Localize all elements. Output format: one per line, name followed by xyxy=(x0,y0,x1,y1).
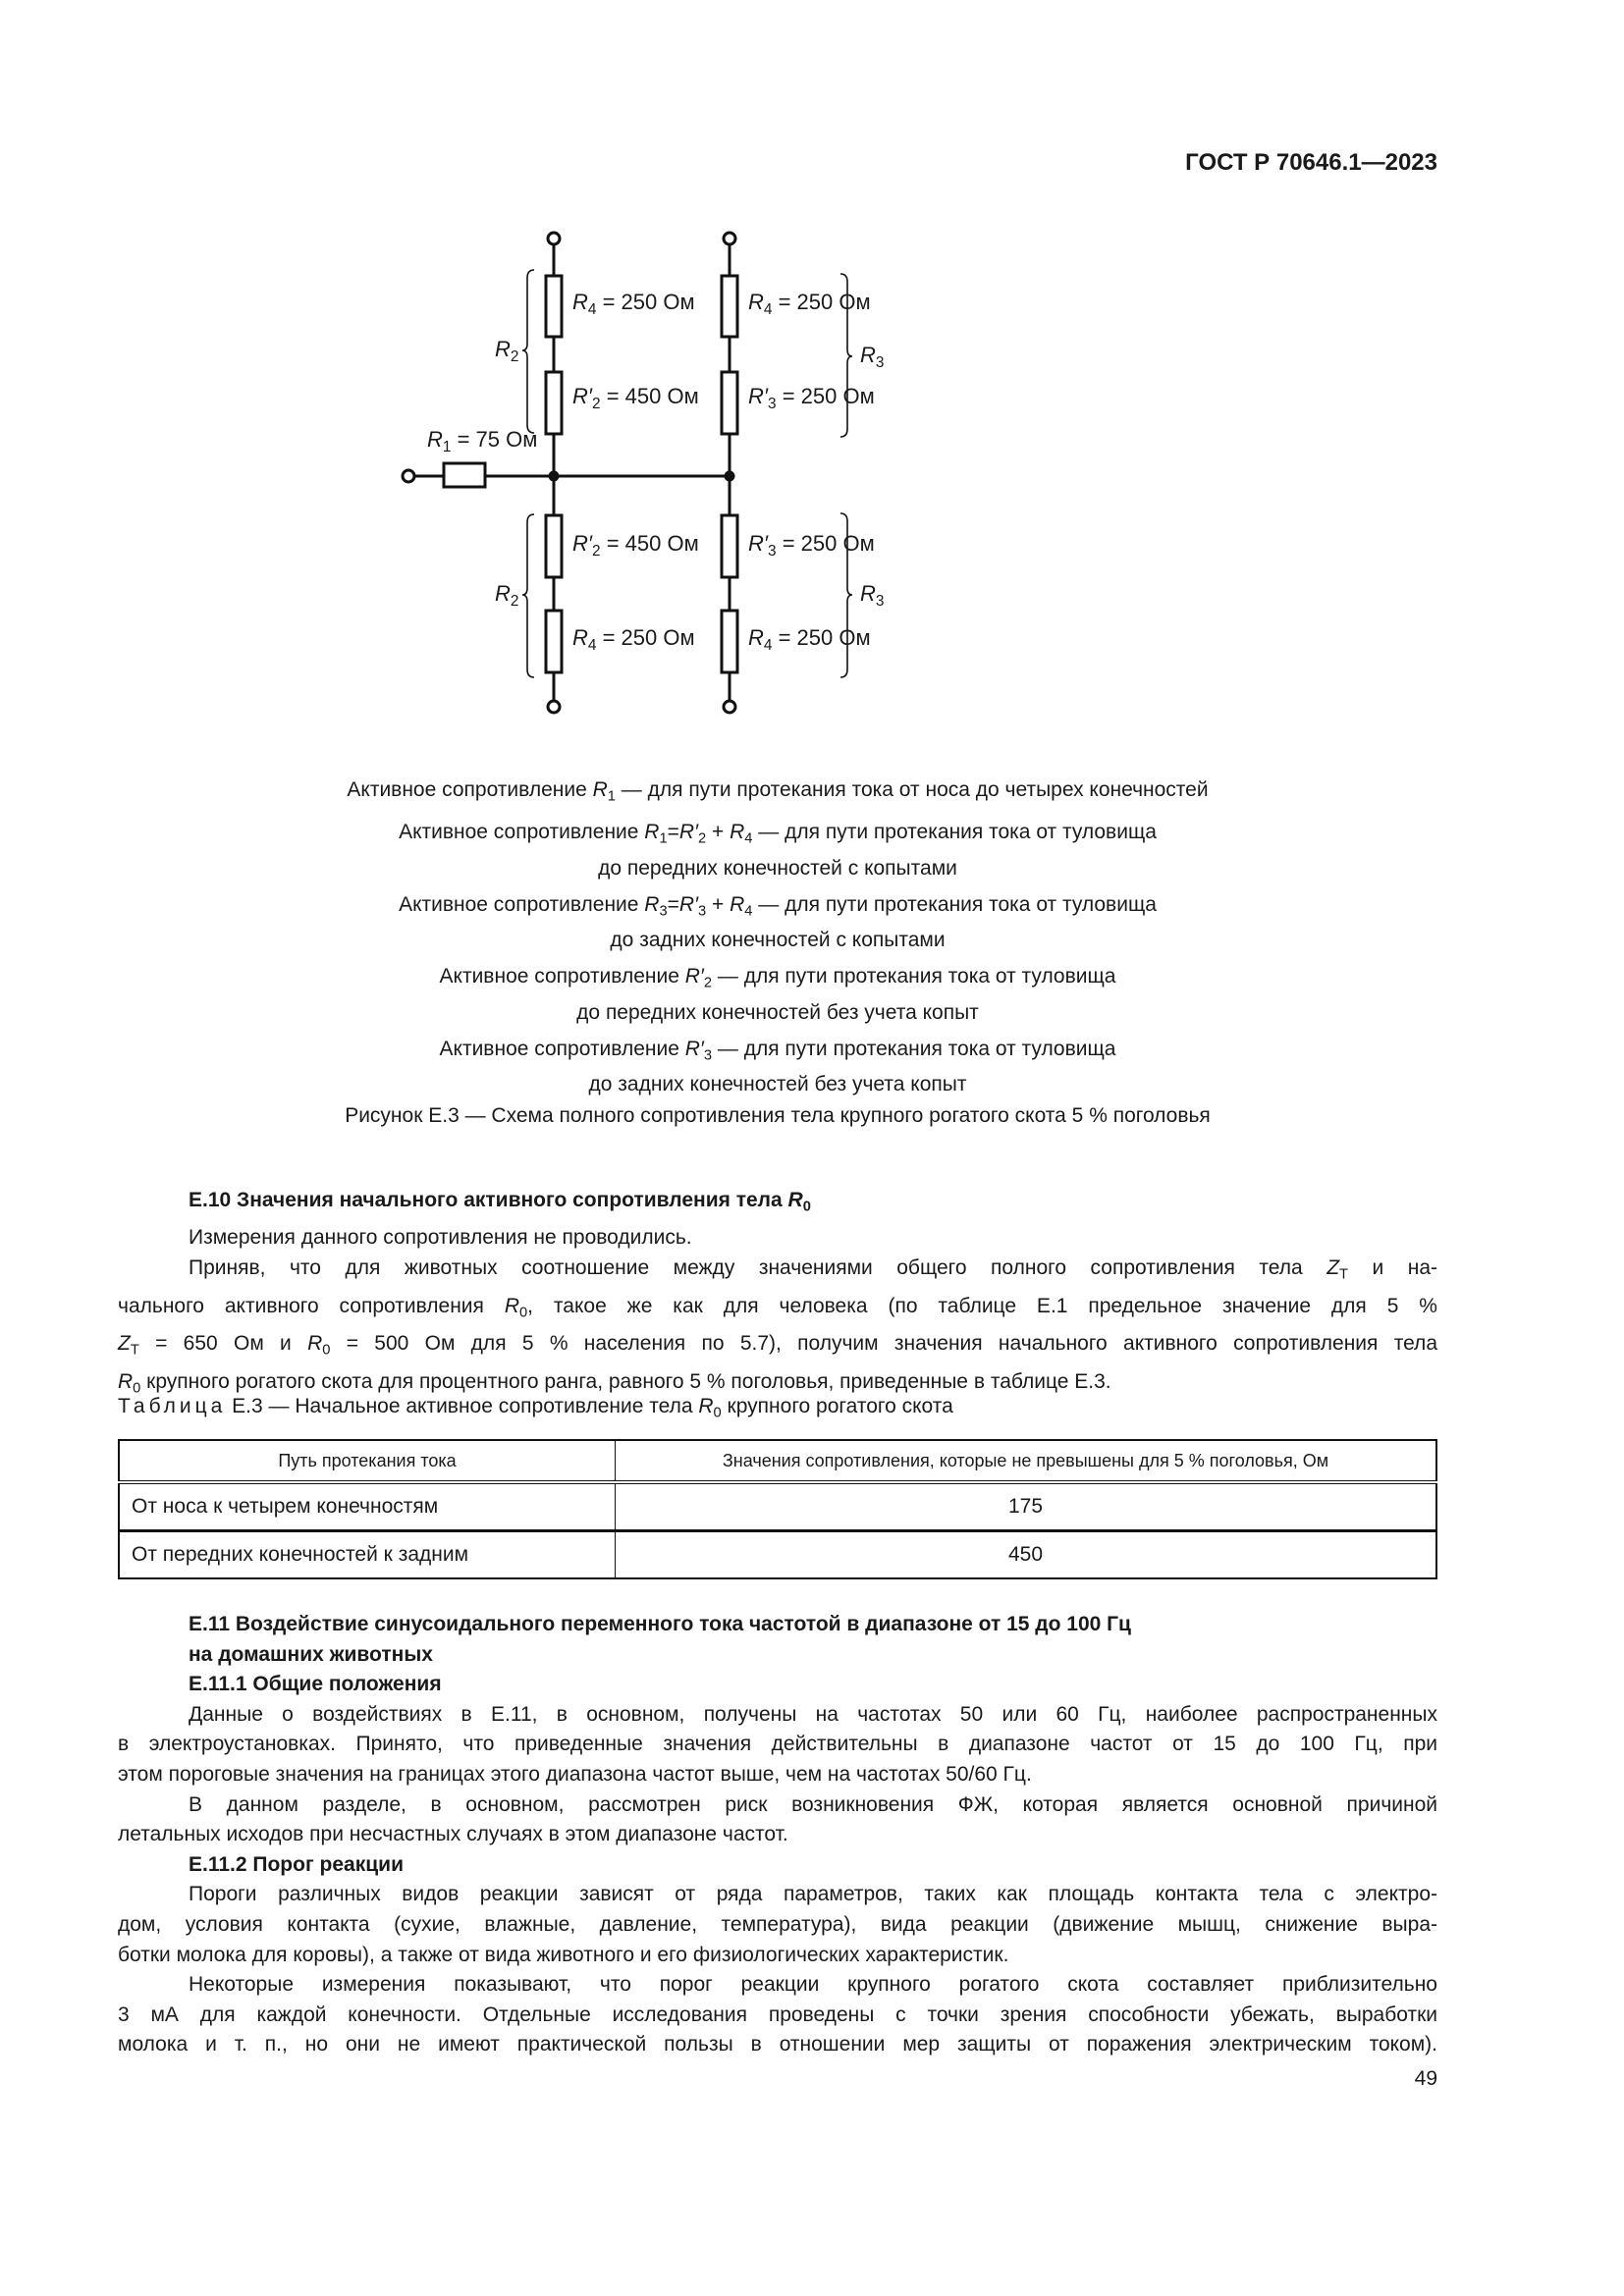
math-variable: $R_3$ xyxy=(860,581,885,610)
math-variable: $R_1$ xyxy=(592,778,616,805)
text-line: Приняв, что для животных соотношение между значениями общего полного сопротивления тела $Z_T$ и на- xyxy=(189,1256,1438,1283)
legend-line: до задних конечностей без учета копыт xyxy=(588,1073,967,1096)
math-variable: $R'_2$ xyxy=(678,821,707,847)
text-line: на домашних животных xyxy=(189,1642,433,1666)
terminal-right-top xyxy=(724,233,735,244)
text-line: Е.11.2 Порог реакции xyxy=(189,1852,404,1876)
terminal-left-top xyxy=(548,233,560,244)
page-number: 49 xyxy=(1414,2067,1437,2090)
math-variable: $R_1$ xyxy=(427,427,452,455)
text-line: Данные о воздействиях в Е.11, в основном, получены на частотах 50 или 60 Гц, наиболее распространенных xyxy=(189,1702,1437,1726)
brace-left-bottom xyxy=(522,514,534,677)
cell-value: 175 xyxy=(616,1482,1437,1531)
text-line: дом, условия контакта (сухие, влажные, давление, температура), вида реакции (движение мышц, снижение выра- xyxy=(118,1912,1437,1936)
math-variable: $Z_T$ xyxy=(118,1332,139,1359)
label-r2-bottom xyxy=(495,581,518,614)
legend-line: Активное сопротивление $R'_2$ — для пути протекания тока от туловища xyxy=(439,965,1116,991)
document-code: ГОСТ Р 70646.1—2023 xyxy=(1185,149,1437,176)
math-variable: $R_0$ xyxy=(698,1395,722,1421)
text-line: Пороги различных видов реакции зависят от ряда параметров, таких как площадь контакта тела с электро- xyxy=(189,1883,1437,1906)
legend-line: до передних конечностей без учета копыт xyxy=(576,1000,979,1024)
math-variable: $R'_2$ xyxy=(684,965,713,991)
terminal-left-bottom xyxy=(548,701,560,713)
legend-line: до задних конечностей с копытами xyxy=(610,929,946,952)
label-right-r4-top: $R_4 = 250$ Ом xyxy=(748,290,871,318)
math-variable: $R'_3$ xyxy=(678,892,707,920)
label-r3-top xyxy=(860,343,884,376)
text-line: этом пороговые значения на границах этого диапазона частот выше, чем на частотах 50/60 Гц. xyxy=(118,1762,1032,1786)
text-line: $Z_T = 650$ Ом и $R_0 = 500$ Ом для 5 % населения по 5.7), получим значения начального активного сопротивления тела xyxy=(118,1332,1437,1359)
label-left-r4-top: $R_4 = 250$ Ом xyxy=(572,290,695,318)
terminal-input xyxy=(403,470,414,482)
text-line: Е.10 Значения начального активного сопротивления тела $R_0$ xyxy=(189,1189,811,1215)
math-variable: $R_0$ xyxy=(118,1369,141,1397)
math-variable: $R'_2$ xyxy=(572,531,601,560)
table-caption-word: Таблица xyxy=(118,1395,227,1417)
legend-line: до передних конечностей с копытами xyxy=(598,856,957,880)
label-r2-top xyxy=(495,337,518,370)
table-caption-text: Е.3 — Начальное активное сопротивление тела $R_0$ крупного рогатого скота xyxy=(226,1395,953,1421)
resistor-right-3 xyxy=(722,515,737,577)
section-e11 xyxy=(118,1610,1437,2060)
column-header-values: Значения сопротивления, которые не превышены для 5 % поголовья, Ом xyxy=(616,1440,1437,1482)
math-variable: $R_3$ xyxy=(860,343,885,371)
text-line: ботки молока для коровы), а также от вида животного и его физиологических характеристик. xyxy=(118,1943,1009,1966)
resistor-left-3 xyxy=(546,515,562,577)
math-variable: $R_1$ xyxy=(644,821,668,847)
math-variable: $R'_3$ xyxy=(684,1037,713,1064)
text-line: В данном разделе, в основном, рассмотрен риск возникновения ФЖ, которая является основной причиной xyxy=(189,1792,1437,1816)
resistor-right-4 xyxy=(722,611,737,672)
legend-line: Активное сопротивление $R_1$ — для пути протекания тока от носа до четырех конечностей xyxy=(347,778,1209,805)
math-variable: $R_3$ xyxy=(644,892,668,920)
text-line: Е.11.1 Общие положения xyxy=(189,1673,442,1696)
table-row xyxy=(119,1531,1436,1579)
legend-line: Активное сопротивление $R'_3$ — для пути протекания тока от туловища xyxy=(439,1037,1116,1064)
text-line: в электроустановках. Принято, что приведенные значения действительны в диапазоне частот от 15 до 100 Гц, при xyxy=(118,1733,1437,1756)
math-variable: $R_0$ xyxy=(787,1189,811,1215)
text-line: Некоторые измерения показывают, что порог реакции крупного рогатого скота составляет приблизительно xyxy=(189,1973,1437,1997)
text-line: чального активного сопротивления $R_0$, такое же как для человека (по таблице Е.1 предельное значение для 5 % xyxy=(118,1294,1437,1321)
table-header-row xyxy=(119,1440,1436,1482)
label-left-r4-bottom: $R_4 = 250$ Ом xyxy=(572,625,695,654)
legend-line: Активное сопротивление $R_3=R'_3 + R_4$ — для пути протекания тока от туловища xyxy=(399,892,1157,920)
text-line: Е.11 Воздействие синусоидального переменного тока частотой в диапазоне от 15 до 100 Гц xyxy=(189,1613,1131,1635)
resistor-right-2 xyxy=(722,372,737,434)
resistance-table xyxy=(118,1439,1437,1579)
math-variable: $R'_3$ xyxy=(748,531,777,560)
math-variable: $R_2$ xyxy=(495,581,519,610)
resistor-r1 xyxy=(444,463,485,487)
resistor-left-1 xyxy=(546,276,562,337)
table-caption xyxy=(118,1392,953,1427)
label-right-r4-bottom: $R_4 = 250$ Ом xyxy=(748,625,871,654)
cell-value: 450 xyxy=(616,1531,1437,1579)
math-variable: $R_0$ xyxy=(504,1294,528,1321)
terminal-right-bottom xyxy=(724,701,735,713)
cell-path: От носа к четырем конечностям xyxy=(119,1482,616,1531)
math-variable: $Z_T$ xyxy=(1326,1256,1348,1283)
label-right-r3prime-top: $R'_3 = 250$ Ом xyxy=(748,384,875,412)
math-variable: $R_2$ xyxy=(495,337,519,365)
junction-left xyxy=(550,472,558,480)
column-header-path: Путь протекания тока xyxy=(119,1440,616,1482)
text-line: $R_0$ крупного рогатого скота для процентного ранга, равного 5 % поголовья, приведенные в таблице Е.3. xyxy=(118,1369,1111,1397)
text-line: 3 мА для каждой конечности. Отдельные исследования проведены с точки зрения способности убежать, выработки xyxy=(118,2002,1437,2026)
label-left-r2prime-top: $R'_2 = 450$ Ом xyxy=(572,384,699,412)
section-e10 xyxy=(118,1185,1437,1404)
cell-path: От передних конечностей к задним xyxy=(119,1531,616,1579)
math-variable: $R_4$ xyxy=(748,625,773,654)
figure-legend xyxy=(118,775,1437,1099)
legend-line: Активное сопротивление $R_1=R'_2 + R_4$ — для пути протекания тока от туловища xyxy=(399,821,1157,847)
text-line: Измерения данного сопротивления не проводились. xyxy=(189,1226,692,1250)
label-r1: $R_1 = 75$ Ом xyxy=(427,427,538,455)
math-variable: $R'_2$ xyxy=(572,384,601,412)
resistor-right-1 xyxy=(722,276,737,337)
text-line: молока и т. п., но они не имеют практической пользы в отношении мер защиты от поражения электрическим током). xyxy=(118,2033,1437,2056)
math-variable: $R_4$ xyxy=(730,821,753,847)
text-line: летальных исходов при несчастных случаях в этом диапазоне частот. xyxy=(118,1823,788,1846)
resistor-left-4 xyxy=(546,611,562,672)
label-right-r3prime-bottom: $R'_3 = 250$ Ом xyxy=(748,531,875,560)
junction-right xyxy=(726,472,733,480)
label-left-r2prime-bottom: $R'_2 = 450$ Ом xyxy=(572,531,699,560)
resistor-left-2 xyxy=(546,372,562,434)
math-variable: $R_4$ xyxy=(572,290,597,318)
figure-caption: Рисунок Е.3 — Схема полного сопротивления тела крупного рогатого скота 5 % поголовья xyxy=(345,1104,1211,1127)
table-row xyxy=(119,1482,1436,1531)
math-variable: $R'_3$ xyxy=(748,384,777,412)
label-r3-bottom xyxy=(860,581,884,614)
math-variable: $R_4$ xyxy=(572,625,597,654)
math-variable: $R_4$ xyxy=(748,290,773,318)
brace-left-top xyxy=(522,270,534,433)
math-variable: $R_4$ xyxy=(730,892,753,920)
math-variable: $R_0$ xyxy=(307,1332,331,1359)
